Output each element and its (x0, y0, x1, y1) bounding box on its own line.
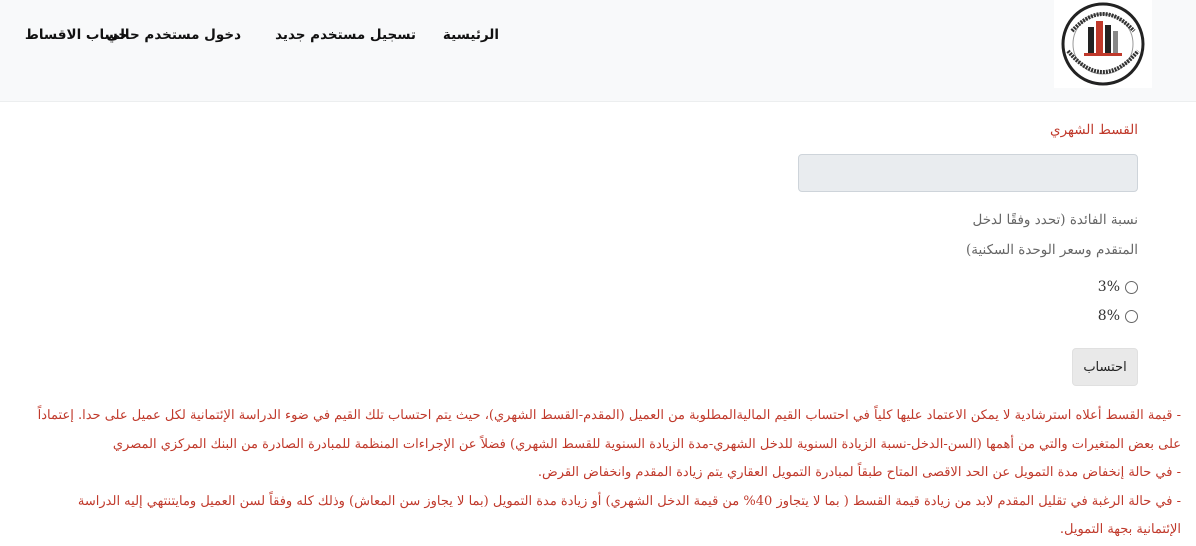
nav-login-link[interactable]: دخول مستخدم حالي (106, 27, 241, 43)
monthly-installment-field[interactable] (798, 154, 1138, 192)
rate-option-3-radio[interactable] (1125, 281, 1138, 294)
rate-option-8-radio[interactable] (1125, 310, 1138, 323)
rate-option-3[interactable] (1098, 279, 1138, 295)
navbar (0, 0, 1196, 102)
fund-logo-icon (1058, 1, 1148, 87)
interest-rate-label-line1: نسبة الفائدة (تحدد وفقًا لدخل (972, 212, 1138, 228)
rate-option-8-label: 8% (1097, 308, 1120, 324)
rate-option-3-label: 3% (1097, 279, 1120, 295)
nav-register-link[interactable]: تسجيل مستخدم جديد (275, 27, 416, 43)
fund-logo[interactable] (1054, 0, 1152, 88)
note-item: - في حالة إنخفاض مدة التمويل عن الحد الاقصى المتاح طبقاً لمبادرة التمويل العقاري يتم زيادة المقدم وانخفاض القرض. (537, 465, 1181, 480)
nav-home-link[interactable]: الرئيسية (442, 27, 499, 43)
disclaimer-notes (31, 402, 1181, 545)
nav-installments-link[interactable]: حساب الاقساط (24, 27, 128, 43)
rate-option-8[interactable] (1098, 308, 1138, 324)
interest-rate-label-line2: المتقدم وسعر الوحدة السكنية) (965, 242, 1138, 258)
note-item: - في حالة الرغبة في تقليل المقدم لابد من زيادة قيمة القسط ( بما لا يتجاوز 40% من قيمة الدخل الشهري) أو زيادة مدة التمويل (بما لا يجاوز سن المعاش) وذلك كله وفقاً لسن العميل ومايتنتهي إليه الدراسة الإئتمانية بجهة التمويل. (77, 493, 1181, 537)
note-item: - قيمة القسط أعلاه استرشادية لا يمكن الاعتماد عليها كلياً في احتساب القيم الماليةالمطلوبة من العميل (المقدم-القسط الشهري)، حيث يتم احتساب تلك القيم في ضوء الدراسة الإئتمانية لكل عميل على حدا. إعتماداً على بعض المتغيرات والتي من أهمها (السن-الدخل-نسبة الزيادة السنوية للدخل الشهري-مدة الزيادة السنوية للقسط الشهري) فضلاً عن الإجراءات المنظمة للمبادرة الصادرة من البنك المركزي المصري (37, 408, 1181, 452)
calculate-button[interactable]: احتساب (1072, 348, 1138, 386)
monthly-installment-label: القسط الشهري (1050, 122, 1138, 138)
installment-form (0, 102, 1196, 546)
